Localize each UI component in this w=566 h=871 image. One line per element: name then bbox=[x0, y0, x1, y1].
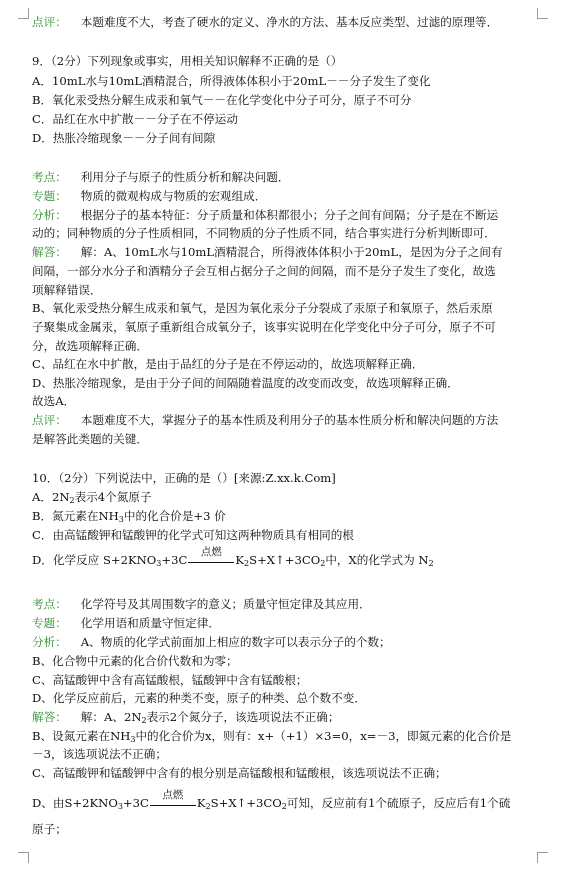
q10-analysis-line: C、高锰酸钾中含有高锰酸根，锰酸钾中含有锰酸根； bbox=[32, 673, 308, 687]
q10-analysis-line: D、化学反应前后，元素的种类不变，原子的种类、总个数不变． bbox=[32, 691, 366, 705]
q10-option-d-text: K bbox=[235, 553, 245, 567]
q9-answer-line: 项解释错误． bbox=[32, 283, 102, 297]
q9-exam-point bbox=[32, 169, 542, 185]
exam-point-label: 考点： bbox=[32, 170, 67, 184]
q10-answer-text: 中的化合价为x，则有：x+（+1）×3=0，x=－3，即氮元素的化合价是 bbox=[135, 729, 512, 743]
q10-topic-text: 化学用语和质量守恒定律． bbox=[80, 616, 220, 630]
q9-answer-line: 解：A、10mL水与10mL酒精混合，所得液体体积小于20mL，是因为分子之间有 bbox=[80, 245, 503, 259]
q9-answer bbox=[32, 244, 542, 260]
q10-option-b-text: 中的化合价是+3 价 bbox=[123, 509, 226, 523]
subscript: 2 bbox=[205, 802, 211, 811]
q9-analysis-line: 根据分子的基本特征：分子质量和体积都很小；分子之间有间隔；分子是在不断运 bbox=[80, 208, 499, 222]
subscript: 2 bbox=[244, 559, 250, 568]
q9-topic-text: 物质的微观构成与物质的宏观组成． bbox=[80, 189, 267, 203]
q10-option-a-text: A．2N bbox=[32, 490, 70, 504]
q9-option-d: D．热胀冷缩现象－－分子间有间隙 bbox=[32, 131, 216, 145]
q10-answer-text: 解：A、2N bbox=[80, 710, 142, 724]
q10-analysis-line: B、化合物中元素的化合价代数和为零； bbox=[32, 654, 238, 668]
q9-answer-line: 分，故选项解释正确． bbox=[32, 339, 148, 353]
comment-label: 点评： bbox=[32, 15, 67, 29]
q9-option-a: A．10mL水与10mL酒精混合，所得液体体积小于20mL－－分子发生了变化 bbox=[32, 74, 431, 88]
q10-answer-text: 可知，反应前有1个硫原子，反应后有1个硫 bbox=[286, 796, 511, 810]
answer-label: 解答： bbox=[32, 710, 67, 724]
q10-option-b-text: B．氮元素在NH bbox=[32, 509, 119, 523]
q10-answer-text: K bbox=[196, 796, 206, 810]
topic-label: 专题： bbox=[32, 189, 67, 203]
reaction-arrow bbox=[188, 546, 234, 567]
q10-option-d-text: D．化学反应 S+2KNO bbox=[32, 553, 157, 567]
q10-option-a bbox=[32, 489, 542, 505]
top-comment-text: 本题难度不大，考查了硬水的定义、净水的方法、基本反应类型、过滤的原理等． bbox=[80, 15, 499, 29]
q9-analysis bbox=[32, 207, 542, 223]
q9-option-c: C．品红在水中扩散－－分子在不停运动 bbox=[32, 112, 238, 126]
reaction-bar bbox=[150, 805, 196, 806]
q10-analysis-line: A、物质的化学式前面加上相应的数字可以表示分子的个数； bbox=[80, 635, 391, 649]
q10-answer-text: S+X↑+3CO bbox=[210, 796, 282, 810]
q9-answer-line: C、品红在水中扩散，是由于品红的分子是在不停运动的，故选项解释正确． bbox=[32, 357, 424, 371]
corner-mark-top-left bbox=[18, 8, 29, 19]
subscript: 3 bbox=[130, 735, 136, 744]
subscript: 3 bbox=[118, 515, 124, 524]
q10-answer-line bbox=[32, 789, 542, 811]
q10-analysis bbox=[32, 634, 542, 650]
subscript: 2 bbox=[69, 496, 75, 505]
analysis-label: 分析： bbox=[32, 208, 67, 222]
q10-exam-point-text: 化学符号及其周围数字的意义；质量守恒定律及其应用． bbox=[80, 597, 371, 611]
q10-option-c: C．由高锰酸钾和锰酸钾的化学式可知这两种物质具有相同的根 bbox=[32, 528, 354, 542]
reaction-arrow bbox=[150, 789, 196, 810]
q10-answer-text: +3C bbox=[122, 796, 149, 810]
subscript: 3 bbox=[117, 802, 123, 811]
q10-option-d-text: 中，X的化学式为 N bbox=[325, 553, 429, 567]
exam-point-label: 考点： bbox=[32, 597, 67, 611]
q9-topic bbox=[32, 188, 542, 204]
q9-stem: 9．（2分）下列现象或事实，用相关知识解释不正确的是（） bbox=[32, 54, 343, 68]
q9-answer-line: 故选A． bbox=[32, 394, 76, 408]
q10-answer bbox=[32, 709, 542, 725]
reaction-condition: 点燃 bbox=[200, 546, 222, 558]
comment-label: 点评： bbox=[32, 413, 67, 427]
q9-option-b: B．氧化汞受热分解生成汞和氧气－－在化学变化中分子可分，原子不可分 bbox=[32, 93, 412, 107]
q10-exam-point bbox=[32, 596, 542, 612]
q10-option-d-text: +3C bbox=[161, 553, 188, 567]
q10-option-d bbox=[32, 546, 542, 568]
q10-answer-line: C、高锰酸钾和锰酸钾中含有的根分别是高锰酸根和锰酸根，该选项说法不正确； bbox=[32, 766, 447, 780]
q10-stem: 10．（2分）下列说法中，正确的是（）[来源:Z.xx.k.Com] bbox=[32, 471, 336, 485]
q10-answer-text: 表示2个氮分子，该选项说法不正确； bbox=[146, 710, 340, 724]
q9-comment-line: 是解答此类题的关键． bbox=[32, 432, 148, 446]
answer-label: 解答： bbox=[32, 245, 67, 259]
subscript: 2 bbox=[141, 716, 147, 725]
q10-answer-line: －3，该选项说法不正确； bbox=[32, 747, 167, 761]
q9-comment-line: 本题难度不大，掌握分子的基本性质及利用分子的基本性质分析和解决问题的方法 bbox=[80, 413, 499, 427]
subscript: 3 bbox=[156, 559, 162, 568]
top-comment bbox=[32, 14, 542, 30]
q10-option-d-text: S+X↑+3CO bbox=[249, 553, 321, 567]
q9-exam-point-text: 利用分子与原子的性质分析和解决问题． bbox=[80, 170, 290, 184]
subscript: 2 bbox=[281, 802, 287, 811]
subscript: 2 bbox=[320, 559, 326, 568]
analysis-label: 分析： bbox=[32, 635, 67, 649]
q10-answer-line: 原子； bbox=[32, 822, 67, 836]
q10-option-a-text: 表示4个氮原子 bbox=[74, 490, 152, 504]
q9-comment bbox=[32, 412, 542, 428]
q10-answer-text: B、设氮元素在NH bbox=[32, 729, 131, 743]
q10-answer-text: D、由S+2KNO bbox=[32, 796, 118, 810]
q10-answer-line bbox=[32, 728, 542, 744]
q9-answer-line: 间隔，一部分水分子和酒精分子会互相占据分子之间的间隔，而不是分子发生了变化，故选 bbox=[32, 264, 496, 278]
reaction-bar bbox=[188, 562, 234, 563]
corner-mark-bottom-left bbox=[18, 852, 29, 863]
q10-option-b bbox=[32, 508, 542, 524]
reaction-condition: 点燃 bbox=[162, 789, 184, 801]
q10-topic bbox=[32, 615, 542, 631]
topic-label: 专题： bbox=[32, 616, 67, 630]
q9-answer-line: B、氧化汞受热分解生成汞和氧气，是因为氧化汞分子分裂成了汞原子和氧原子，然后汞原 bbox=[32, 301, 493, 315]
q9-analysis-line: 动的；同种物质的分子性质相同，不同物质的分子性质不同，结合事实进行分析判断即可． bbox=[32, 226, 496, 240]
q9-answer-line: 子聚集成金属汞，氧原子重新组合成氧分子，该事实说明在化学变化中分子可分，原子不可 bbox=[32, 320, 496, 334]
subscript: 2 bbox=[428, 559, 434, 568]
corner-mark-bottom-right bbox=[537, 852, 548, 863]
q9-answer-line: D、热胀冷缩现象，是由于分子间的间隔随着温度的改变而改变，故选项解释正确． bbox=[32, 376, 459, 390]
